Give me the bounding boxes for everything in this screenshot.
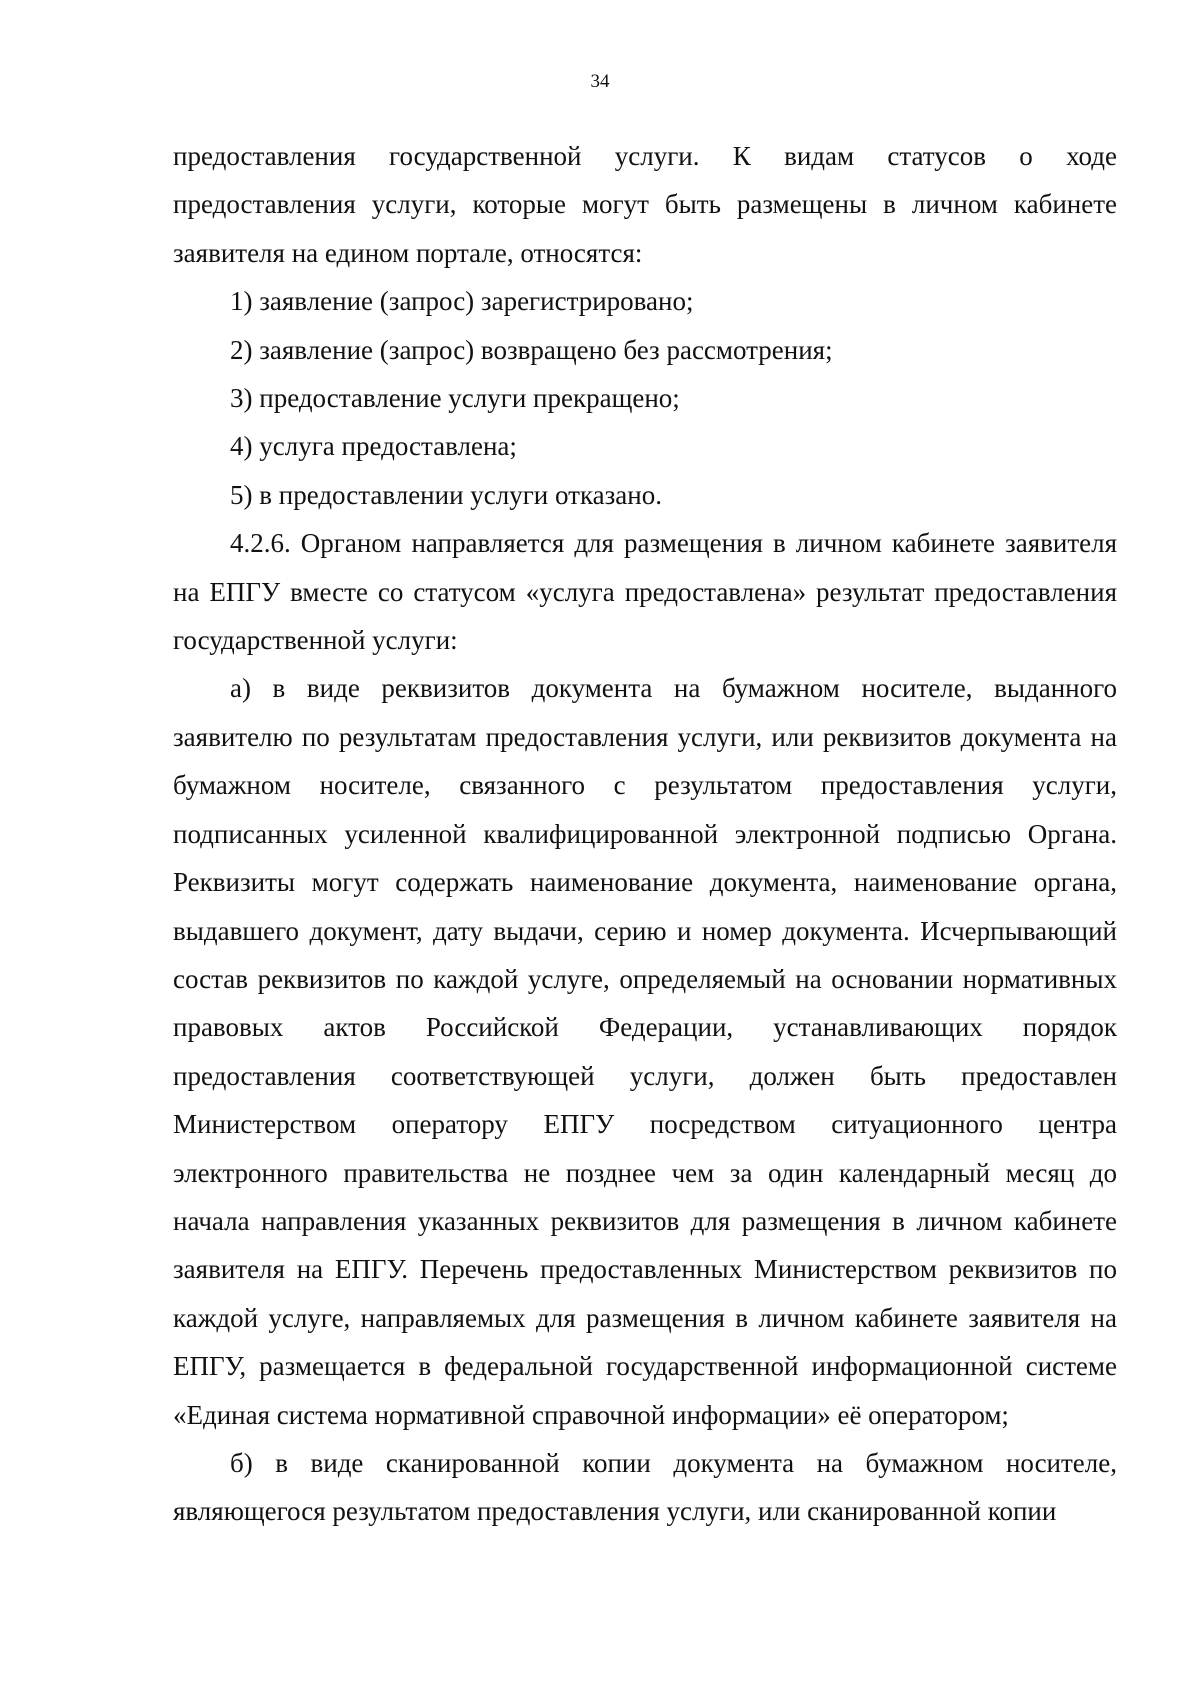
document-body <box>173 132 1117 1536</box>
list-item-status-5: 5) в предоставлении услуги отказано. <box>230 479 662 510</box>
paragraph-clause-4-2-6: 4.2.6. Органом направляется для размещения в личном кабинете заявителя на ЕПГУ вместе со статусом «услуга предоставлена» результат предоставления государственной услуги: <box>173 528 1117 656</box>
paragraph-status-intro: предоставления государственной услуги. К видам статусов о ходе предоставления услуги, которые могут быть размещены в личном кабинете заявителя на едином портале, относятся: <box>173 141 1117 268</box>
list-item-status-3: 3) предоставление услуги прекращено; <box>230 383 680 414</box>
paragraph-subitem-b: б) в виде сканированной копии документа на бумажном носителе, являющегося результатом предоставления услуги, или сканированной копии <box>173 1447 1117 1527</box>
list-item-status-4: 4) услуга предоставлена; <box>230 431 517 462</box>
list-item-status-2: 2) заявление (запрос) возвращено без рассмотрения; <box>230 334 833 365</box>
page-number: 34 <box>590 71 610 92</box>
paragraph-subitem-a: а) в виде реквизитов документа на бумажном носителе, выданного заявителю по результатам предоставления услуги, или реквизитов документа на бумажном носителе, связанного с результатом предоставления услуги, подписанных усиленной квалифицированной электронной подписью Органа. Реквизиты могут содержать наименование документа, наименование органа, выдавшего документ, дату выдачи, серию и номер документа. Исчерпывающий состав реквизитов по каждой услуге, определяемый на основании нормативных правовых актов Российской Федерации, устанавливающих порядок предоставления соответствующей услуги, должен быть предоставлен Министерством оператору ЕПГУ посредством ситуационного центра электронного правительства не позднее чем за один календарный месяц до начала направления указанных реквизитов для размещения в личном кабинете заявителя на ЕПГУ. Перечень предоставленных Министерством реквизитов по каждой услуге, направляемых для размещения в личном кабинете заявителя на ЕПГУ, размещается в федеральной государственной информационной системе «Единая система нормативной справочной информации» её оператором; <box>173 673 1117 1430</box>
list-item-status-1: 1) заявление (запрос) зарегистрировано; <box>230 286 694 317</box>
